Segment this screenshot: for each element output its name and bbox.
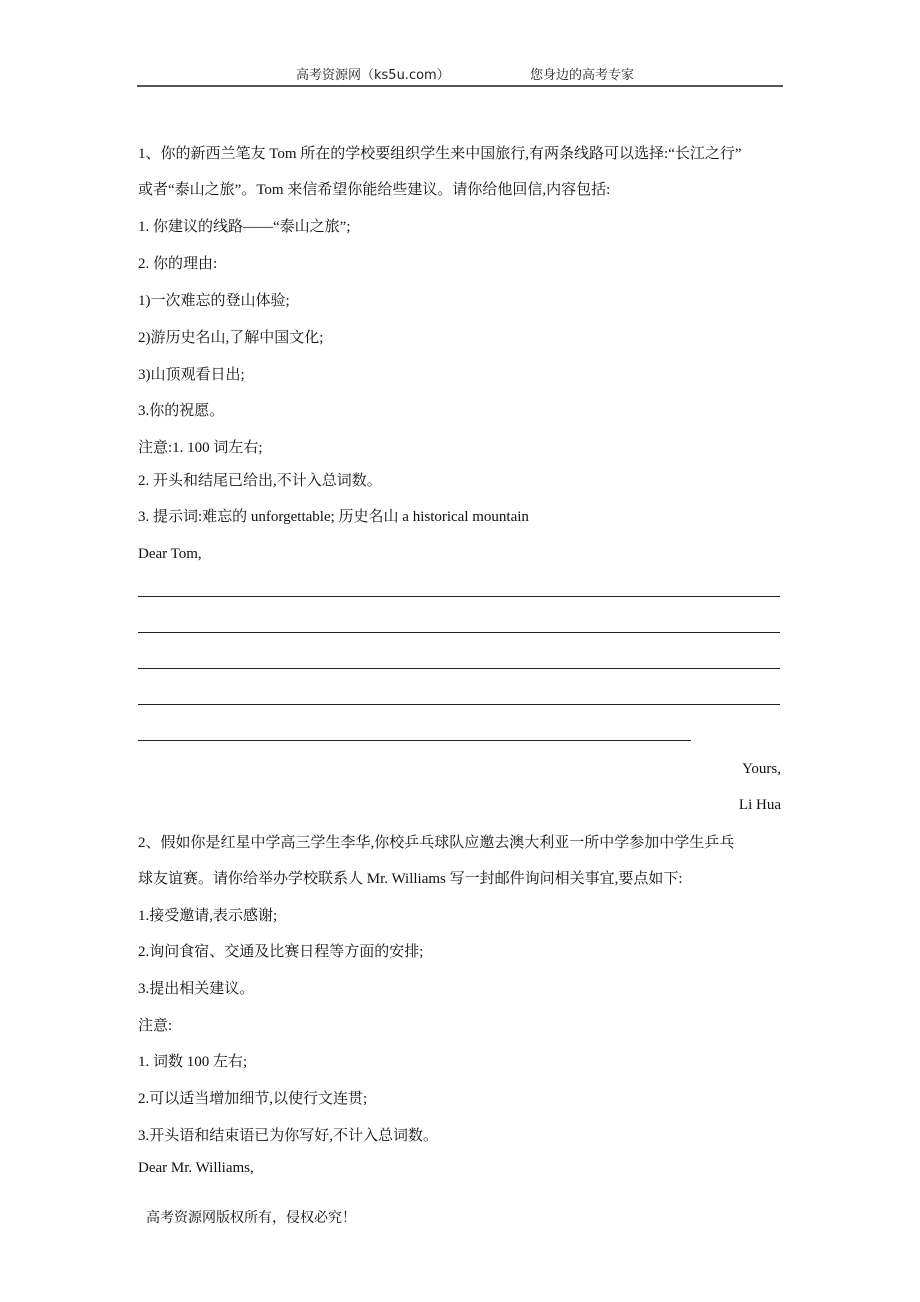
- q1-line: 3. 提示词:难忘的 unforgettable; 历史名山 a historical mountain: [138, 509, 529, 525]
- q2-line: 球友谊赛。请你给举办学校联系人 Mr. Williams 写一封邮件询问相关事宜,要点如下:: [138, 871, 683, 887]
- q2-line: 2、假如你是红星中学高三学生李华,你校乒乓球队应邀去澳大利亚一所中学参加中学生乒乓: [138, 835, 735, 851]
- q1-line: 1、你的新西兰笔友 Tom 所在的学校要组织学生来中国旅行,有两条线路可以选择:“长江之行”: [138, 146, 742, 162]
- header-slogan: 您身边的高考专家: [530, 68, 635, 83]
- header-rule: [137, 85, 783, 87]
- footer-copyright: 高考资源网版权所有，侵权必究！: [146, 1210, 356, 1226]
- q1-line: 3.你的祝愿。: [138, 403, 225, 419]
- q2-salutation: Dear Mr. Williams,: [138, 1160, 254, 1176]
- q2-line: 1.接受邀请,表示感谢;: [138, 908, 278, 924]
- q1-line: 注意:1. 100 词左右;: [138, 440, 263, 456]
- answer-line: [138, 704, 780, 705]
- q1-salutation: Dear Tom,: [138, 546, 202, 562]
- q2-line: 注意:: [138, 1018, 173, 1034]
- q1-closing: Yours,: [742, 761, 781, 777]
- q1-signature: Li Hua: [738, 797, 781, 813]
- q2-line: 2.可以适当增加细节,以使行文连贯;: [138, 1091, 368, 1107]
- q1-line: 2)游历史名山,了解中国文化;: [138, 330, 324, 346]
- answer-line: [138, 740, 691, 741]
- q1-line: 2. 开头和结尾已给出,不计入总词数。: [138, 473, 382, 489]
- q2-line: 3.提出相关建议。: [138, 981, 255, 997]
- q1-line: 1)一次难忘的登山体验;: [138, 293, 290, 309]
- answer-line: [138, 668, 780, 669]
- q1-line: 或者“泰山之旅”。Tom 来信希望你能给些建议。请你给他回信,内容包括:: [138, 182, 611, 198]
- header-site: 高考资源网（ks5u.com）: [296, 68, 450, 83]
- q2-line: 1. 词数 100 左右;: [138, 1054, 248, 1070]
- q1-line: 1. 你建议的线路——“泰山之旅”;: [138, 219, 351, 235]
- answer-line: [138, 632, 780, 633]
- q2-line: 2.询问食宿、交通及比赛日程等方面的安排;: [138, 944, 424, 960]
- q1-line: 2. 你的理由:: [138, 256, 218, 272]
- q1-line: 3)山顶观看日出;: [138, 367, 245, 383]
- answer-line: [138, 596, 780, 597]
- q2-line: 3.开头语和结束语已为你写好,不计入总词数。: [138, 1128, 439, 1144]
